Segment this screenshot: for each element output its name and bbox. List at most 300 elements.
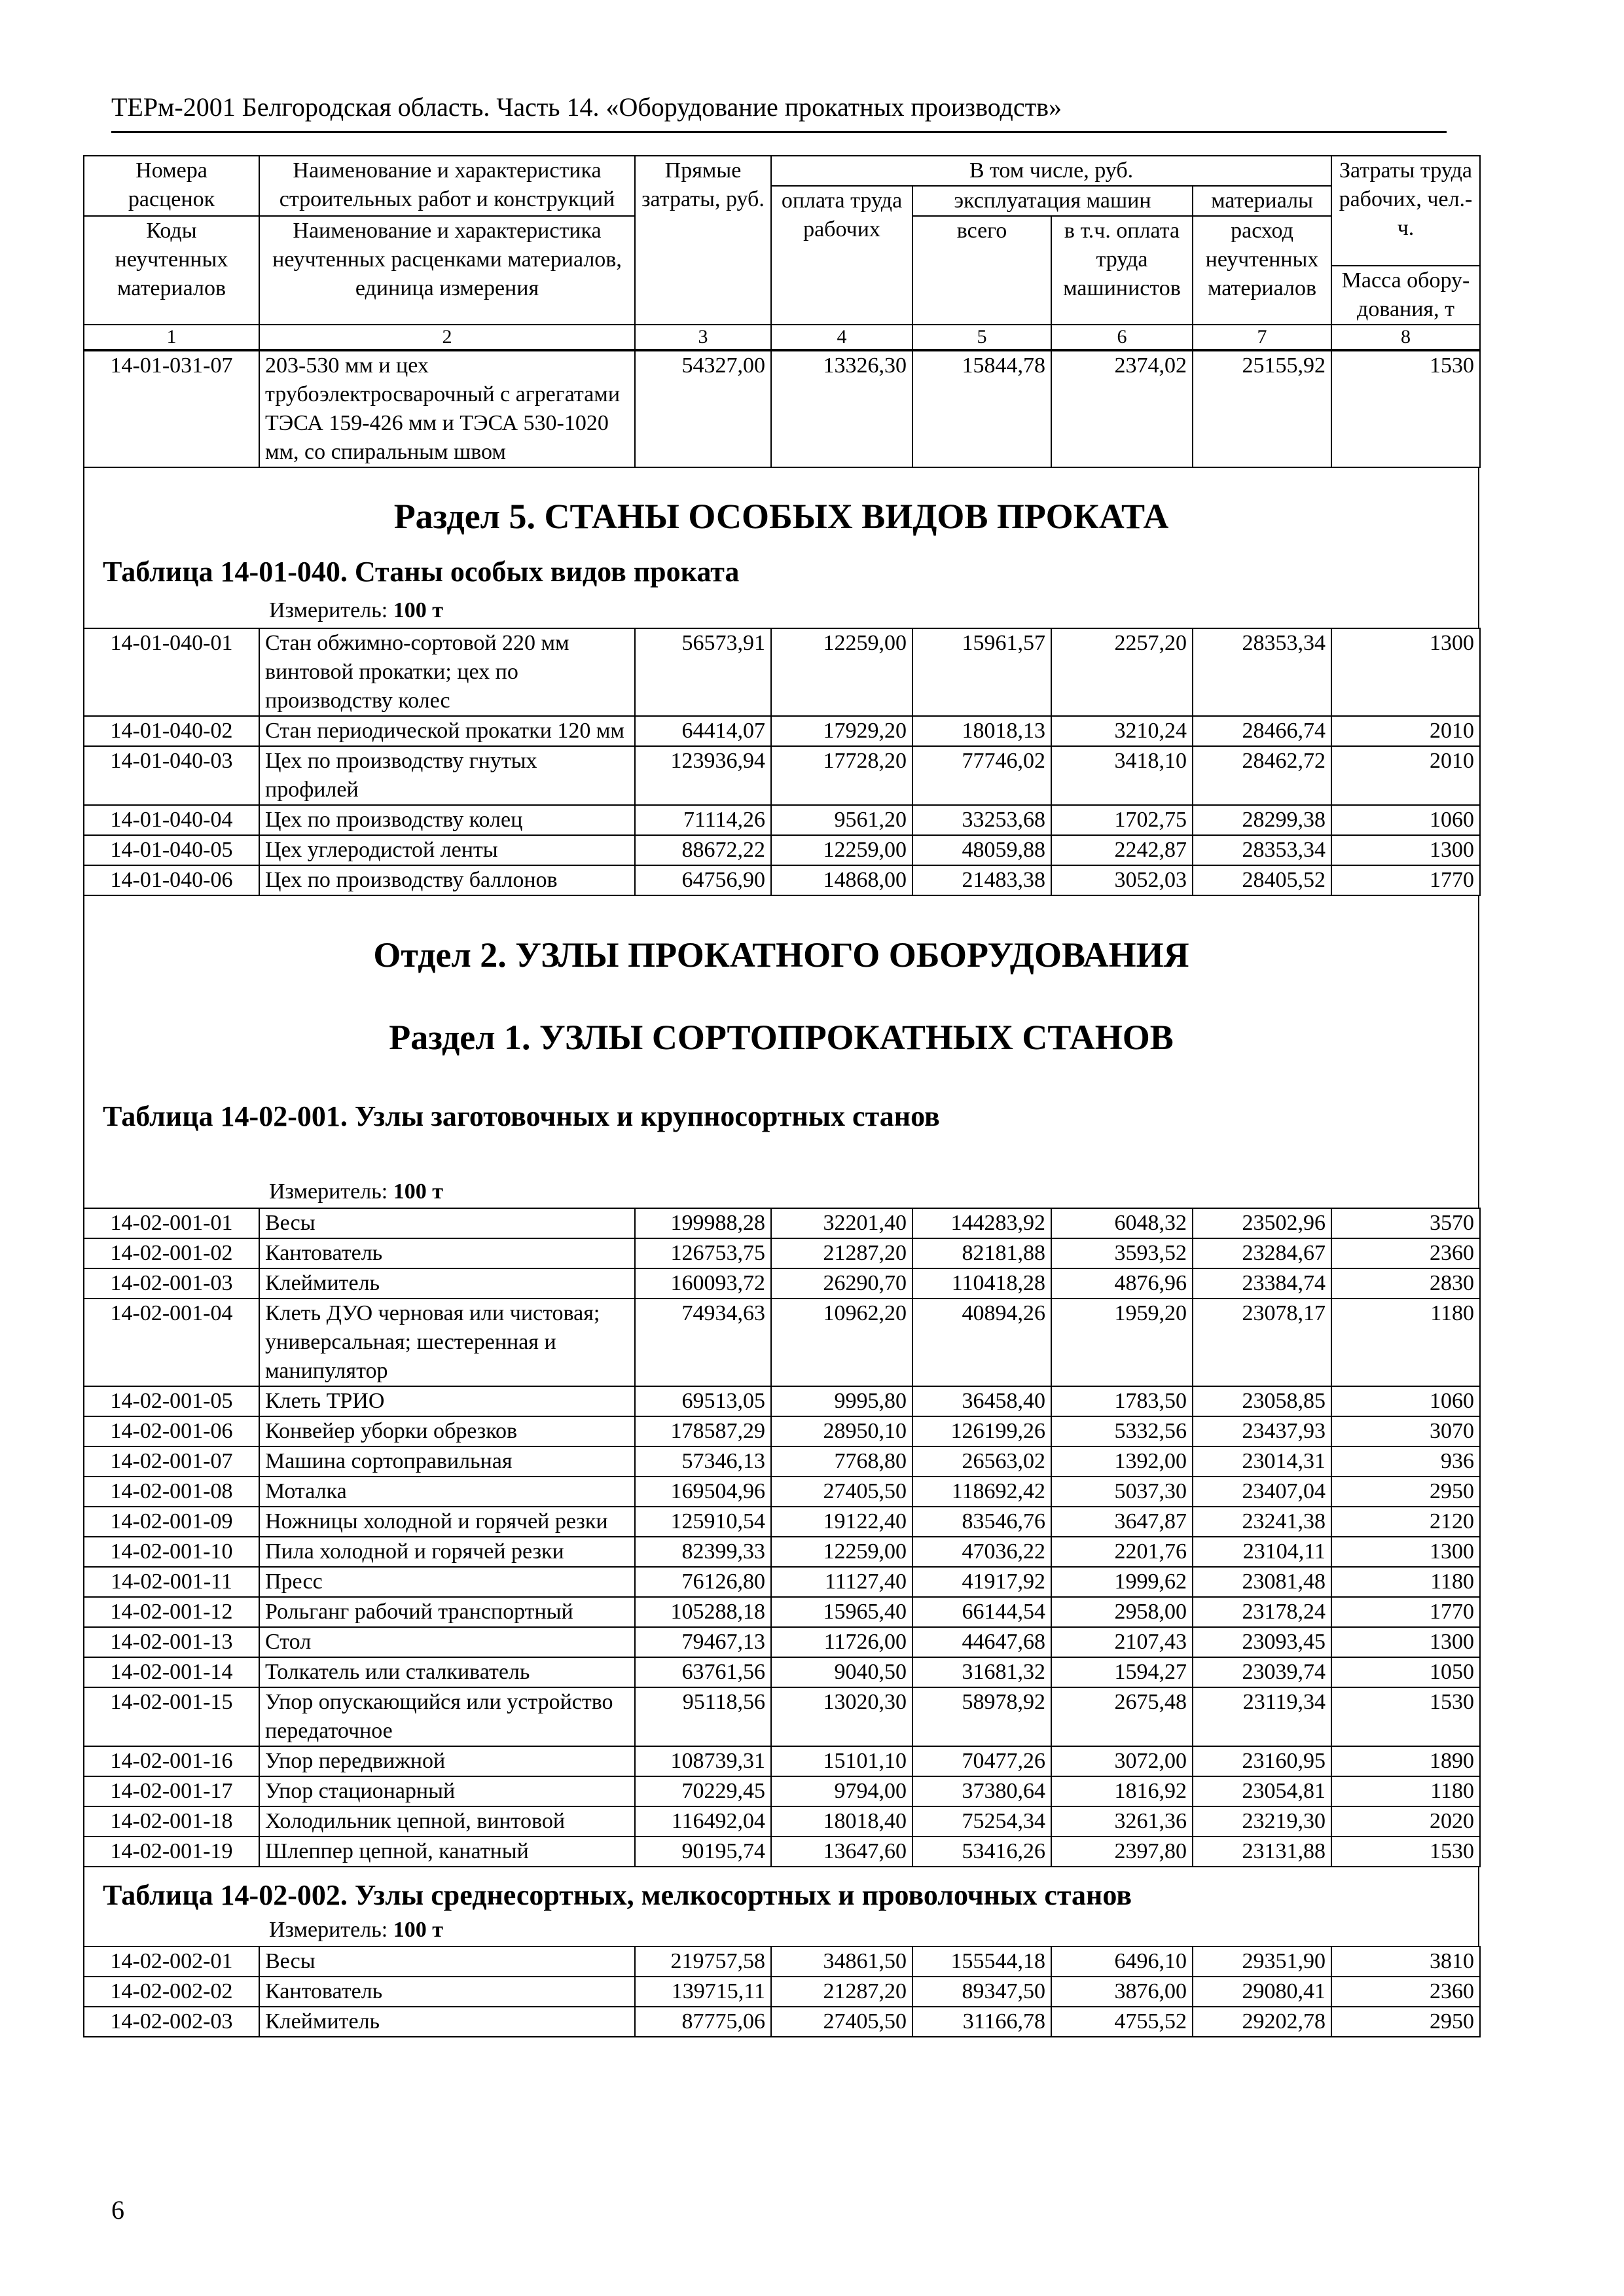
meter-value: 100 т [393, 1179, 443, 1204]
rate-code: 14-02-001-14 [84, 1657, 259, 1687]
rates-table [83, 350, 1481, 468]
rate-code: 14-01-040-04 [84, 805, 259, 835]
item-name: Конвейер уборки обрезков [259, 1416, 635, 1446]
direct-costs: 82399,33 [635, 1537, 771, 1567]
machine-total: 33253,68 [912, 805, 1051, 835]
machinists-pay: 3261,36 [1051, 1806, 1193, 1837]
rate-code: 14-02-002-03 [84, 2007, 259, 2037]
direct-costs: 64756,90 [635, 865, 771, 895]
column-number: 2 [259, 325, 635, 350]
machine-total: 47036,22 [912, 1537, 1051, 1567]
header-direct-costs: Прямые затраты, руб. [635, 156, 771, 325]
header-codes-bottom: Коды неучтенных материалов [84, 216, 259, 325]
labor-pay: 34861,50 [771, 1946, 912, 1977]
direct-costs: 64414,07 [635, 716, 771, 746]
equipment-mass: 2360 [1331, 1238, 1480, 1268]
materials-cost: 23437,93 [1193, 1416, 1331, 1446]
rate-code: 14-02-001-19 [84, 1837, 259, 1867]
equipment-mass: 1060 [1331, 1386, 1480, 1416]
rate-code: 14-02-001-16 [84, 1746, 259, 1776]
item-name: Упор опускающийся или устройство передаточное [259, 1687, 635, 1746]
table-row [84, 1208, 1480, 1238]
table-row [84, 716, 1480, 746]
rate-code: 14-02-001-09 [84, 1507, 259, 1537]
machine-total: 155544,18 [912, 1946, 1051, 1977]
equipment-mass: 1300 [1331, 1627, 1480, 1657]
direct-costs: 108739,31 [635, 1746, 771, 1776]
machine-total: 83546,76 [912, 1507, 1051, 1537]
rate-code: 14-02-001-03 [84, 1268, 259, 1299]
header-name-bottom: Наименование и характеристика неучтенных расценками материалов, единица измерения [259, 216, 635, 325]
materials-cost: 25155,92 [1193, 351, 1331, 467]
rate-code: 14-02-001-01 [84, 1208, 259, 1238]
table-header [83, 155, 1481, 350]
labor-pay: 12259,00 [771, 1537, 912, 1567]
materials-cost: 23502,96 [1193, 1208, 1331, 1238]
item-name: Клеть ДУО черновая или чистовая; универсальная; шестеренная и манипулятор [259, 1299, 635, 1386]
machine-total: 44647,68 [912, 1627, 1051, 1657]
labor-pay: 9561,20 [771, 805, 912, 835]
rate-code: 14-02-001-08 [84, 1477, 259, 1507]
machine-total: 82181,88 [912, 1238, 1051, 1268]
meter-label: Измеритель: [269, 598, 388, 622]
direct-costs: 95118,56 [635, 1687, 771, 1746]
rate-code: 14-02-002-02 [84, 1977, 259, 2007]
equipment-mass: 1530 [1331, 1687, 1480, 1746]
meter-label: Измеритель: [269, 1179, 388, 1204]
item-name: Стан обжимно-сортовой 220 мм винтовой прокатки; цех по производству колес [259, 628, 635, 716]
table-row [84, 1837, 1480, 1867]
machine-total: 66144,54 [912, 1597, 1051, 1627]
header-incl-rub: В том числе, руб. [771, 156, 1331, 186]
labor-pay: 11726,00 [771, 1627, 912, 1657]
materials-cost: 23241,38 [1193, 1507, 1331, 1537]
carry-over-rows [83, 350, 1479, 468]
header-rule [111, 131, 1447, 133]
column-number-row [84, 325, 1480, 350]
direct-costs: 178587,29 [635, 1416, 771, 1446]
machinists-pay: 6496,10 [1051, 1946, 1193, 1977]
direct-costs: 70229,45 [635, 1776, 771, 1806]
table-row [84, 1238, 1480, 1268]
table-row [84, 1746, 1480, 1776]
labor-pay: 15101,10 [771, 1746, 912, 1776]
rate-code: 14-02-001-07 [84, 1446, 259, 1477]
table-row [84, 1537, 1480, 1567]
equipment-mass: 2830 [1331, 1268, 1480, 1299]
rate-code: 14-02-001-06 [84, 1416, 259, 1446]
machinists-pay: 1702,75 [1051, 805, 1193, 835]
column-number: 6 [1051, 325, 1193, 350]
direct-costs: 69513,05 [635, 1386, 771, 1416]
materials-cost: 23081,48 [1193, 1567, 1331, 1597]
equipment-mass: 1300 [1331, 1537, 1480, 1567]
machinists-pay: 1392,00 [1051, 1446, 1193, 1477]
machine-total: 75254,34 [912, 1806, 1051, 1837]
materials-cost: 28353,34 [1193, 628, 1331, 716]
materials-cost: 23219,30 [1193, 1806, 1331, 1837]
machinists-pay: 2107,43 [1051, 1627, 1193, 1657]
running-header: ТЕРм-2001 Белгородская область. Часть 14. «Оборудование прокатных производств» [111, 92, 1062, 122]
rate-code: 14-02-001-11 [84, 1567, 259, 1597]
materials-cost: 23284,67 [1193, 1238, 1331, 1268]
department-2-heading [83, 896, 1479, 1177]
materials-cost: 29351,90 [1193, 1946, 1331, 1977]
column-number: 8 [1331, 325, 1480, 350]
item-name: 203-530 мм и цех трубоэлектросварочный с агрегатами ТЭСА 159-426 мм и ТЭСА 530-1020 мм, со спиральным швом [259, 351, 635, 467]
item-name: Пила холодной и горячей резки [259, 1537, 635, 1567]
rate-code: 14-02-001-17 [84, 1776, 259, 1806]
materials-cost: 23160,95 [1193, 1746, 1331, 1776]
machinists-pay: 1783,50 [1051, 1386, 1193, 1416]
header-materials: материалы [1193, 186, 1331, 216]
meter-label: Измеритель: [269, 1918, 388, 1942]
machine-total: 26563,02 [912, 1446, 1051, 1477]
materials-cost: 28462,72 [1193, 746, 1331, 805]
machine-total: 118692,42 [912, 1477, 1051, 1507]
materials-cost: 23407,04 [1193, 1477, 1331, 1507]
equipment-mass: 1770 [1331, 865, 1480, 895]
table-row [84, 1597, 1480, 1627]
table-row [84, 1386, 1480, 1416]
direct-costs: 116492,04 [635, 1806, 771, 1837]
machine-total: 37380,64 [912, 1776, 1051, 1806]
machinists-pay: 3647,87 [1051, 1507, 1193, 1537]
direct-costs: 79467,13 [635, 1627, 771, 1657]
equipment-mass: 2950 [1331, 2007, 1480, 2037]
item-name: Цех углеродистой ленты [259, 835, 635, 865]
column-number: 3 [635, 325, 771, 350]
labor-pay: 27405,50 [771, 2007, 912, 2037]
item-name: Упор стационарный [259, 1776, 635, 1806]
rate-code: 14-02-001-15 [84, 1687, 259, 1746]
machinists-pay: 1959,20 [1051, 1299, 1193, 1386]
labor-pay: 14868,00 [771, 865, 912, 895]
machine-total: 15844,78 [912, 351, 1051, 467]
equipment-mass: 1180 [1331, 1776, 1480, 1806]
direct-costs: 56573,91 [635, 628, 771, 716]
materials-cost: 23384,74 [1193, 1268, 1331, 1299]
header-unaccounted-materials: расход неучтенных материалов [1193, 216, 1331, 325]
equipment-mass: 3810 [1331, 1946, 1480, 1977]
section-title: Раздел 1. УЗЛЫ СОРТОПРОКАТНЫХ СТАНОВ [389, 1018, 1174, 1057]
machine-total: 31166,78 [912, 2007, 1051, 2037]
equipment-mass: 2120 [1331, 1507, 1480, 1537]
table-2-rows [83, 1946, 1479, 2037]
machine-total: 77746,02 [912, 746, 1051, 805]
item-name: Шлеппер цепной, канатный [259, 1837, 635, 1867]
table-1-rows [83, 1208, 1479, 1867]
item-name: Клеймитель [259, 2007, 635, 2037]
item-name: Весы [259, 1946, 635, 1977]
equipment-mass: 2950 [1331, 1477, 1480, 1507]
header-machinists-pay: в т.ч. оплата труда машинистов [1051, 216, 1193, 325]
table-row [84, 865, 1480, 895]
machinists-pay: 2397,80 [1051, 1837, 1193, 1867]
column-number: 7 [1193, 325, 1331, 350]
direct-costs: 199988,28 [635, 1208, 771, 1238]
table-row [84, 835, 1480, 865]
rates-table [83, 1208, 1481, 1867]
machinists-pay: 3876,00 [1051, 1977, 1193, 2007]
header-machine-total: всего [912, 216, 1051, 325]
table-row [84, 351, 1480, 467]
machinists-pay: 3593,52 [1051, 1238, 1193, 1268]
direct-costs: 71114,26 [635, 805, 771, 835]
table-row [84, 628, 1480, 716]
header-codes-top: Номера расценок [84, 156, 259, 216]
equipment-mass: 2360 [1331, 1977, 1480, 2007]
materials-cost: 23093,45 [1193, 1627, 1331, 1657]
machinists-pay: 3210,24 [1051, 716, 1193, 746]
machinists-pay: 5332,56 [1051, 1416, 1193, 1446]
labor-pay: 9995,80 [771, 1386, 912, 1416]
header-equipment-mass: Масса обору-дования, т [1331, 266, 1480, 325]
equipment-mass: 1300 [1331, 835, 1480, 865]
rate-code: 14-02-002-01 [84, 1946, 259, 1977]
labor-pay: 17728,20 [771, 746, 912, 805]
machinists-pay: 3072,00 [1051, 1746, 1193, 1776]
labor-pay: 27405,50 [771, 1477, 912, 1507]
labor-pay: 13020,30 [771, 1687, 912, 1746]
materials-cost: 23039,74 [1193, 1657, 1331, 1687]
rate-code: 14-01-040-03 [84, 746, 259, 805]
direct-costs: 54327,00 [635, 351, 771, 467]
item-name: Ножницы холодной и горячей резки [259, 1507, 635, 1537]
equipment-mass: 1890 [1331, 1746, 1480, 1776]
direct-costs: 169504,96 [635, 1477, 771, 1507]
machinists-pay: 5037,30 [1051, 1477, 1193, 1507]
item-name: Толкатель или сталкиватель [259, 1657, 635, 1687]
machinists-pay: 1816,92 [1051, 1776, 1193, 1806]
meter-line [83, 1177, 1479, 1208]
labor-pay: 12259,00 [771, 628, 912, 716]
item-name: Машина сортоправильная [259, 1446, 635, 1477]
rate-code: 14-01-040-05 [84, 835, 259, 865]
materials-cost: 29080,41 [1193, 1977, 1331, 2007]
department-title: Отдел 2. УЗЛЫ ПРОКАТНОГО ОБОРУДОВАНИЯ [373, 935, 1189, 975]
table-row [84, 1299, 1480, 1386]
item-name: Кантователь [259, 1977, 635, 2007]
materials-cost: 23131,88 [1193, 1837, 1331, 1867]
table-2-heading [83, 1867, 1479, 1916]
direct-costs: 76126,80 [635, 1567, 771, 1597]
price-table [83, 155, 1479, 2037]
labor-pay: 18018,40 [771, 1806, 912, 1837]
table-row [84, 746, 1480, 805]
table-row [84, 1627, 1480, 1657]
labor-pay: 9040,50 [771, 1657, 912, 1687]
labor-pay: 13326,30 [771, 351, 912, 467]
rate-code: 14-02-001-10 [84, 1537, 259, 1567]
table-row [84, 1567, 1480, 1597]
equipment-mass: 1770 [1331, 1597, 1480, 1627]
labor-pay: 12259,00 [771, 835, 912, 865]
meter-line [83, 596, 1479, 628]
item-name: Весы [259, 1208, 635, 1238]
item-name: Стан периодической прокатки 120 мм [259, 716, 635, 746]
header-machine-op: эксплуатация машин [912, 186, 1193, 216]
direct-costs: 87775,06 [635, 2007, 771, 2037]
rate-code: 14-02-001-18 [84, 1806, 259, 1837]
equipment-mass: 1180 [1331, 1567, 1480, 1597]
labor-pay: 11127,40 [771, 1567, 912, 1597]
item-name: Цех по производству баллонов [259, 865, 635, 895]
item-name: Холодильник цепной, винтовой [259, 1806, 635, 1837]
rate-code: 14-02-001-13 [84, 1627, 259, 1657]
meter-value: 100 т [393, 1918, 443, 1942]
rate-code: 14-02-001-12 [84, 1597, 259, 1627]
machine-total: 89347,50 [912, 1977, 1051, 2007]
materials-cost: 29202,78 [1193, 2007, 1331, 2037]
materials-cost: 23014,31 [1193, 1446, 1331, 1477]
item-name: Цех по производству колец [259, 805, 635, 835]
equipment-mass: 2020 [1331, 1806, 1480, 1837]
table-row [84, 1416, 1480, 1446]
materials-cost: 23058,85 [1193, 1386, 1331, 1416]
item-name: Моталка [259, 1477, 635, 1507]
direct-costs: 90195,74 [635, 1837, 771, 1867]
machinists-pay: 2374,02 [1051, 351, 1193, 467]
machine-total: 21483,38 [912, 865, 1051, 895]
labor-pay: 28950,10 [771, 1416, 912, 1446]
direct-costs: 88672,22 [635, 835, 771, 865]
table-row [84, 1446, 1480, 1477]
item-name: Пресс [259, 1567, 635, 1597]
rate-code: 14-02-001-05 [84, 1386, 259, 1416]
labor-pay: 15965,40 [771, 1597, 912, 1627]
table-row [84, 2007, 1480, 2037]
table-title: Таблица 14-02-001. Узлы заготовочных и крупносортных станов [103, 1100, 940, 1132]
direct-costs: 57346,13 [635, 1446, 771, 1477]
labor-pay: 26290,70 [771, 1268, 912, 1299]
machine-total: 31681,32 [912, 1657, 1051, 1687]
materials-cost: 23178,24 [1193, 1597, 1331, 1627]
machinists-pay: 4755,52 [1051, 2007, 1193, 2037]
materials-cost: 28405,52 [1193, 865, 1331, 895]
direct-costs: 219757,58 [635, 1946, 771, 1977]
meter-line [83, 1916, 1479, 1946]
table-row [84, 1268, 1480, 1299]
direct-costs: 139715,11 [635, 1977, 771, 2007]
materials-cost: 28353,34 [1193, 835, 1331, 865]
machinists-pay: 2242,87 [1051, 835, 1193, 865]
item-name: Клеймитель [259, 1268, 635, 1299]
section-5-rows [83, 628, 1479, 896]
table-row [84, 1657, 1480, 1687]
machinists-pay: 2201,76 [1051, 1537, 1193, 1567]
table-row [84, 1806, 1480, 1837]
table-row [84, 805, 1480, 835]
machine-total: 41917,92 [912, 1567, 1051, 1597]
machine-total: 70477,26 [912, 1746, 1051, 1776]
machine-total: 58978,92 [912, 1687, 1051, 1746]
item-name: Кантователь [259, 1238, 635, 1268]
labor-pay: 21287,20 [771, 1977, 912, 2007]
machinists-pay: 2958,00 [1051, 1597, 1193, 1627]
table-row [84, 1946, 1480, 1977]
labor-pay: 32201,40 [771, 1208, 912, 1238]
machine-total: 40894,26 [912, 1299, 1051, 1386]
direct-costs: 160093,72 [635, 1268, 771, 1299]
meter-value: 100 т [393, 598, 443, 622]
header-labor-costs: Затраты труда рабочих, чел.-ч. [1331, 156, 1480, 266]
rate-code: 14-01-040-02 [84, 716, 259, 746]
rates-table [83, 628, 1481, 896]
rate-code: 14-02-001-04 [84, 1299, 259, 1386]
labor-pay: 13647,60 [771, 1837, 912, 1867]
table-title: Таблица 14-02-002. Узлы среднесортных, мелкосортных и проволочных станов [103, 1879, 1132, 1911]
rate-code: 14-01-031-07 [84, 351, 259, 467]
rate-code: 14-02-001-02 [84, 1238, 259, 1268]
equipment-mass: 1180 [1331, 1299, 1480, 1386]
column-number: 1 [84, 325, 259, 350]
header-name-top: Наименование и характеристика строительных работ и конструкций [259, 156, 635, 216]
direct-costs: 126753,75 [635, 1238, 771, 1268]
machine-total: 48059,88 [912, 835, 1051, 865]
labor-pay: 9794,00 [771, 1776, 912, 1806]
machinists-pay: 6048,32 [1051, 1208, 1193, 1238]
labor-pay: 19122,40 [771, 1507, 912, 1537]
equipment-mass: 2010 [1331, 746, 1480, 805]
item-name: Клеть ТРИО [259, 1386, 635, 1416]
materials-cost: 28299,38 [1193, 805, 1331, 835]
direct-costs: 63761,56 [635, 1657, 771, 1687]
rate-code: 14-01-040-01 [84, 628, 259, 716]
direct-costs: 105288,18 [635, 1597, 771, 1627]
equipment-mass: 1530 [1331, 1837, 1480, 1867]
table-title: Таблица 14-01-040. Станы особых видов проката [103, 556, 740, 588]
machinists-pay: 3418,10 [1051, 746, 1193, 805]
rate-code: 14-01-040-06 [84, 865, 259, 895]
column-number: 5 [912, 325, 1051, 350]
machinists-pay: 1594,27 [1051, 1657, 1193, 1687]
machine-total: 53416,26 [912, 1837, 1051, 1867]
machinists-pay: 3052,03 [1051, 865, 1193, 895]
machinists-pay: 4876,96 [1051, 1268, 1193, 1299]
item-name: Рольганг рабочий транспортный [259, 1597, 635, 1627]
page-number: 6 [111, 2195, 124, 2225]
equipment-mass: 3070 [1331, 1416, 1480, 1446]
machine-total: 36458,40 [912, 1386, 1051, 1416]
item-name: Упор передвижной [259, 1746, 635, 1776]
rates-table [83, 1946, 1481, 2037]
machine-total: 18018,13 [912, 716, 1051, 746]
machine-total: 144283,92 [912, 1208, 1051, 1238]
table-row [84, 1507, 1480, 1537]
labor-pay: 21287,20 [771, 1238, 912, 1268]
materials-cost: 23119,34 [1193, 1687, 1331, 1746]
equipment-mass: 1050 [1331, 1657, 1480, 1687]
table-row [84, 1776, 1480, 1806]
section-5-heading [83, 468, 1479, 596]
item-name: Цех по производству гнутых профилей [259, 746, 635, 805]
materials-cost: 23104,11 [1193, 1537, 1331, 1567]
machinists-pay: 2675,48 [1051, 1687, 1193, 1746]
direct-costs: 74934,63 [635, 1299, 771, 1386]
equipment-mass: 936 [1331, 1446, 1480, 1477]
machine-total: 15961,57 [912, 628, 1051, 716]
labor-pay: 7768,80 [771, 1446, 912, 1477]
equipment-mass: 2010 [1331, 716, 1480, 746]
table-row [84, 1477, 1480, 1507]
labor-pay: 17929,20 [771, 716, 912, 746]
direct-costs: 123936,94 [635, 746, 771, 805]
labor-pay: 10962,20 [771, 1299, 912, 1386]
machinists-pay: 1999,62 [1051, 1567, 1193, 1597]
column-number: 4 [771, 325, 912, 350]
machine-total: 110418,28 [912, 1268, 1051, 1299]
